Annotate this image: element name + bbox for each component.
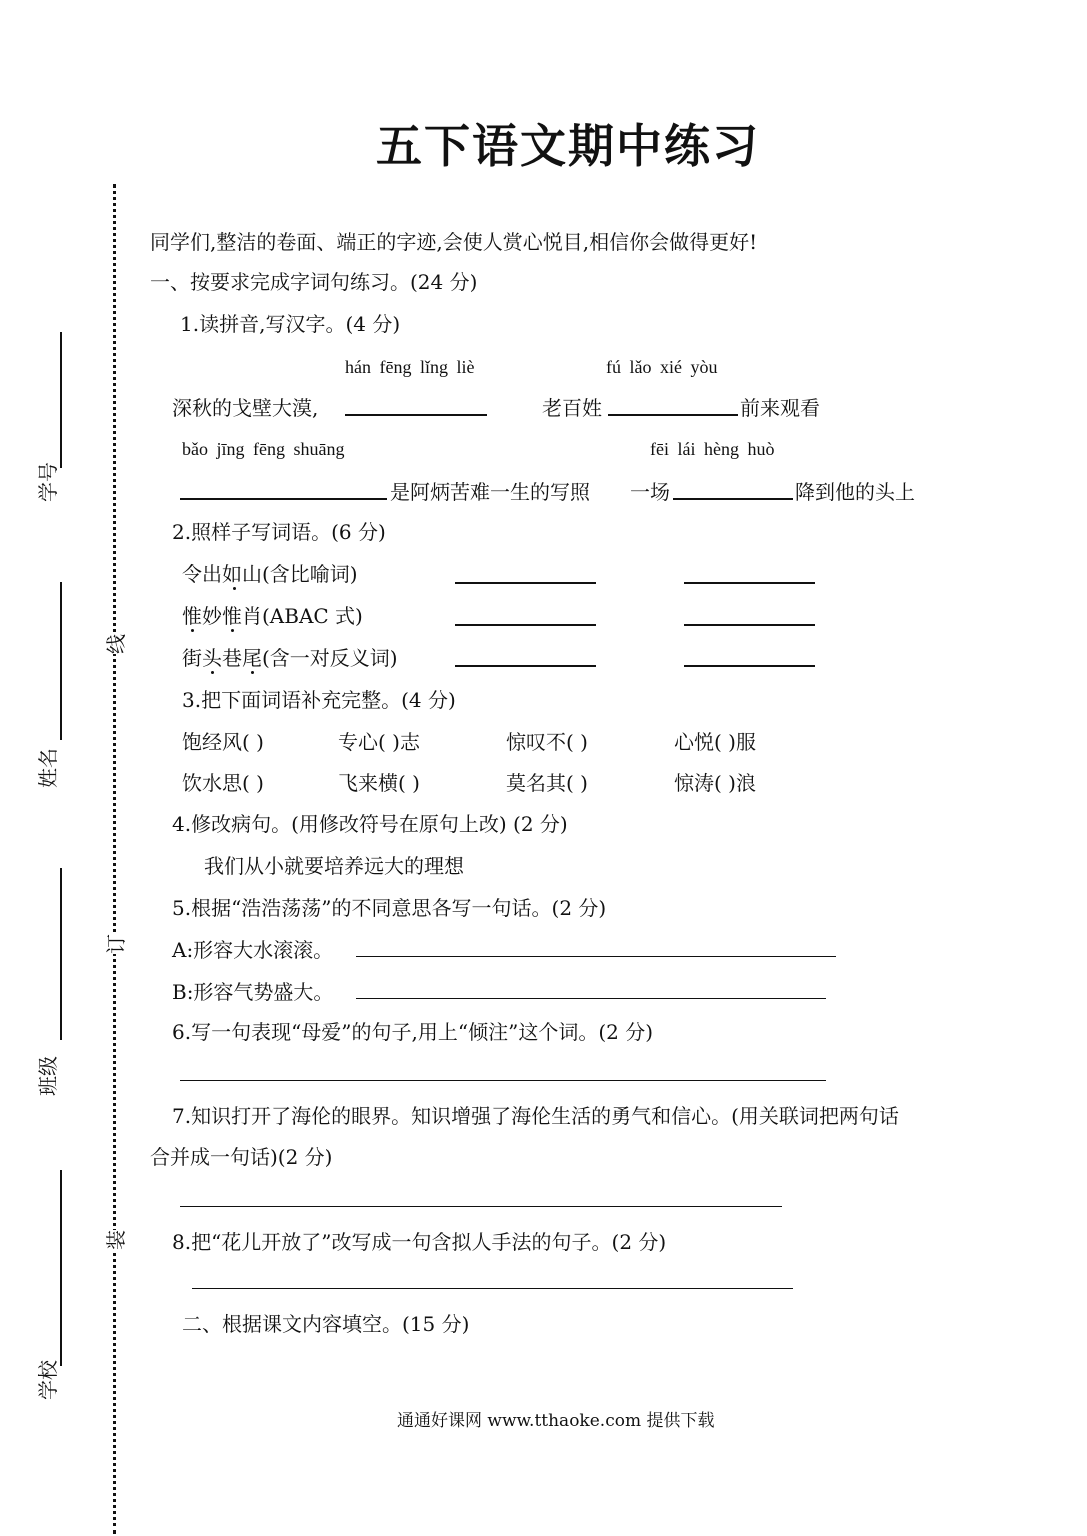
emphasis-dot [231, 629, 234, 632]
q7-label-line2: 合并成一句话)(2 分) [150, 1145, 333, 1169]
q1-pinyin-d: fēi lái hèng huò [650, 439, 775, 459]
q1-line2-text-b: 一场 [630, 480, 670, 504]
q3-row2-item-1: 饮水思( ) [182, 771, 264, 795]
q1-line2-text-a: 是阿炳苦难一生的写照 [390, 480, 590, 504]
q3-row2-item-3: 莫名其( ) [506, 771, 588, 795]
emphasis-dot [233, 587, 236, 590]
q2-blank-3b[interactable] [684, 665, 815, 667]
section1-heading: 一、按要求完成字词句练习。(24 分) [150, 270, 478, 294]
q4-label: 4.修改病句。(用修改符号在原句上改) (2 分) [172, 812, 568, 836]
q1-pinyin-b: fú lǎo xié yòu [606, 357, 718, 377]
footer-text: 通通好课网 www.tthaoke.com 提供下载 [397, 1411, 715, 1431]
q3-row2-item-2: 飞来横( ) [338, 771, 420, 795]
q1-blank-1[interactable] [345, 414, 487, 416]
q8-answer-line[interactable] [192, 1288, 793, 1289]
q2-item-1: 令出如山(含比喻词) [182, 562, 358, 586]
q1-pinyin-a: hán fēng lǐng liè [345, 357, 475, 377]
student-id-label: 学号 [36, 462, 60, 502]
q6-answer-line[interactable] [180, 1080, 826, 1081]
q2-item-3: 街头巷尾(含一对反义词) [182, 646, 398, 670]
school-label: 学校 [36, 1360, 60, 1400]
q2-blank-1b[interactable] [684, 582, 815, 584]
q5-b-answer-line[interactable] [356, 998, 826, 999]
q1-line1-text-c: 前来观看 [740, 396, 820, 420]
q3-label: 3.把下面词语补充完整。(4 分) [182, 688, 456, 712]
emphasis-dot [251, 671, 254, 674]
q1-blank-3[interactable] [180, 498, 387, 500]
q6-label: 6.写一句表现“母爱”的句子,用上“倾注”这个词。(2 分) [172, 1020, 654, 1044]
intro-text: 同学们,整洁的卷面、端正的字迹,会使人赏心悦目,相信你会做得更好! [150, 230, 758, 254]
emphasis-dot [211, 671, 214, 674]
section2-heading: 二、根据课文内容填空。(15 分) [182, 1312, 470, 1336]
q2-item-2: 惟妙惟肖(ABAC 式) [182, 604, 363, 628]
q2-blank-1a[interactable] [455, 582, 596, 584]
binding-word-zhuang: 装 [104, 1230, 128, 1250]
q7-label-line1: 7.知识打开了海伦的眼界。知识增强了海伦生活的勇气和信心。(用关联词把两句话 [172, 1104, 899, 1128]
q1-line2-text-c: 降到他的头上 [795, 480, 915, 504]
school-line[interactable] [60, 1170, 62, 1366]
class-line[interactable] [60, 868, 62, 1040]
q3-row2-item-4: 惊涛( )浪 [674, 771, 756, 795]
q5-b-text: B:形容气势盛大。 [172, 980, 334, 1004]
q2-label: 2.照样子写词语。(6 分) [172, 520, 386, 544]
q3-row1-item-4: 心悦( )服 [674, 730, 756, 754]
q7-answer-line[interactable] [180, 1206, 782, 1207]
q2-blank-2a[interactable] [455, 624, 596, 626]
student-name-label: 姓名 [36, 748, 60, 788]
q5-a-text: A:形容大水滚滚。 [172, 938, 334, 962]
q4-sentence: 我们从小就要培养远大的理想 [204, 854, 464, 878]
student-name-line[interactable] [60, 582, 62, 740]
q1-blank-2[interactable] [608, 414, 738, 416]
binding-dotted-line [113, 184, 116, 1534]
q3-row1-item-2: 专心( )志 [338, 730, 420, 754]
q1-label: 1.读拼音,写汉字。(4 分) [180, 312, 401, 336]
page-title: 五下语文期中练习 [376, 119, 760, 173]
q5-a-answer-line[interactable] [356, 956, 836, 957]
class-label: 班级 [36, 1056, 60, 1096]
q1-line1-text-b: 老百姓 [542, 396, 602, 420]
q1-blank-4[interactable] [673, 498, 793, 500]
q5-label: 5.根据“浩浩荡荡”的不同意思各写一句话。(2 分) [172, 896, 607, 920]
binding-word-xian: 线 [104, 634, 128, 654]
q2-blank-2b[interactable] [684, 624, 815, 626]
q1-line1-text-a: 深秋的戈壁大漠, [172, 396, 319, 420]
q8-label: 8.把“花儿开放了”改写成一句含拟人手法的句子。(2 分) [172, 1230, 667, 1254]
binding-word-ding: 订 [104, 934, 128, 954]
q1-pinyin-c: bǎo jīng fēng shuāng [182, 439, 345, 459]
emphasis-dot [191, 629, 194, 632]
q2-blank-3a[interactable] [455, 665, 596, 667]
student-id-line[interactable] [60, 332, 62, 468]
q3-row1-item-1: 饱经风( ) [182, 730, 264, 754]
q3-row1-item-3: 惊叹不( ) [506, 730, 588, 754]
